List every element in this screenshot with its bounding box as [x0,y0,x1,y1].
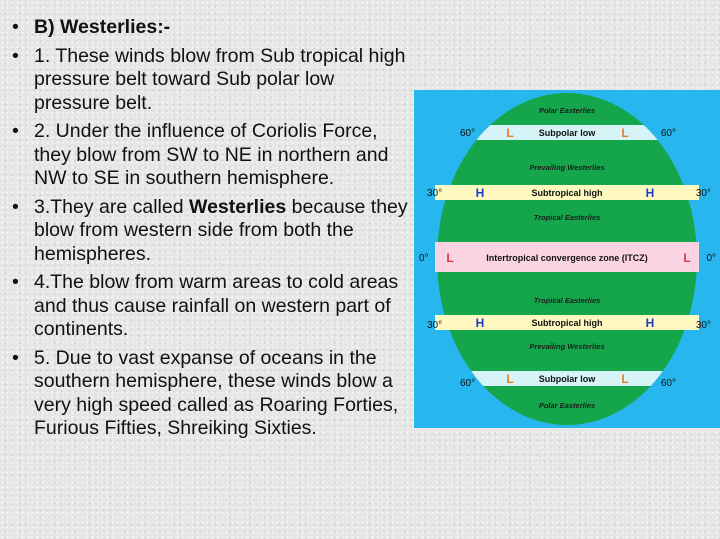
bullet-point-3 [8,196,408,267]
bullet-list [8,16,408,446]
n-subtropical-high-marker-left: H [475,186,485,200]
s-subpolar-low-marker-right: L [621,372,629,386]
itcz-low-marker-left: L [446,251,454,265]
n-subpolar-low-label: Subpolar low [538,128,596,138]
point-3-bold-term: Westerlies [189,195,287,218]
bullet-heading [8,16,408,40]
n30-degree-left: 30° [427,188,443,199]
s30-degree-left: 30° [427,320,443,331]
pressure-belts-diagram [414,90,720,428]
n-tropical-easterlies-label: Tropical Easterlies [533,213,601,222]
s-subpolar-low-marker-left: L [506,372,514,386]
s-subtropical-high-label: Subtropical high [531,318,603,328]
point-3-text-after: because they blow from western side from both the hemispheres. [34,195,408,265]
bullet-point-4: • 4.The blow from warm areas to cold areas and thus cause rainfall on western part of continents. [8,271,408,342]
s60-degree-right: 60° [660,378,676,389]
n-subpolar-low-marker-right: L [621,126,629,140]
n-prevailing-westerlies-label: Prevailing Westerlies [529,163,605,172]
n-subtropical-high-marker-right: H [645,186,655,200]
s60-degree-left: 60° [460,378,476,389]
bullet-point-5: • 5. Due to vast expanse of oceans in the southern hemisphere, these winds blow a very high speed called as Roaring Forties, Furious Fifties, Shreiking Sixties. [8,347,408,441]
s-subpolar-low-label: Subpolar low [538,374,596,384]
point-3-text-before: 3.They are called [34,195,190,218]
s-prevailing-westerlies-label: Prevailing Westerlies [529,342,605,351]
s-polar-easterlies-label: Polar Easterlies [538,401,596,410]
n-polar-easterlies-label: Polar Easterlies [538,106,596,115]
n-subpolar-low-marker-left: L [506,126,514,140]
s-tropical-easterlies-label: Tropical Easterlies [533,296,601,305]
itcz-label: Intertropical convergence zone (ITCZ) [486,253,648,263]
n-subtropical-high-label: Subtropical high [531,188,603,198]
itcz-low-marker-right: L [683,251,691,265]
s30-degree-right: 30° [695,320,711,331]
s-subtropical-high-marker-right: H [645,316,655,330]
equator-degree-left: 0° [419,253,429,264]
equator-degree-right: 0° [706,253,716,264]
n60-degree-left: 60° [460,128,476,139]
bullet-point-1: • 1. These winds blow from Sub tropical high pressure belt toward Sub polar low pressure belt. [8,45,408,116]
s-subtropical-high-marker-left: H [475,316,485,330]
bullet-point-2: • 2. Under the influence of Coriolis Force, they blow from SW to NE in northern and NW to SE in southern hemisphere. [8,120,408,191]
n60-degree-right: 60° [660,128,676,139]
section-heading: B) Westerlies:- [34,16,171,38]
n30-degree-right: 30° [695,188,711,199]
